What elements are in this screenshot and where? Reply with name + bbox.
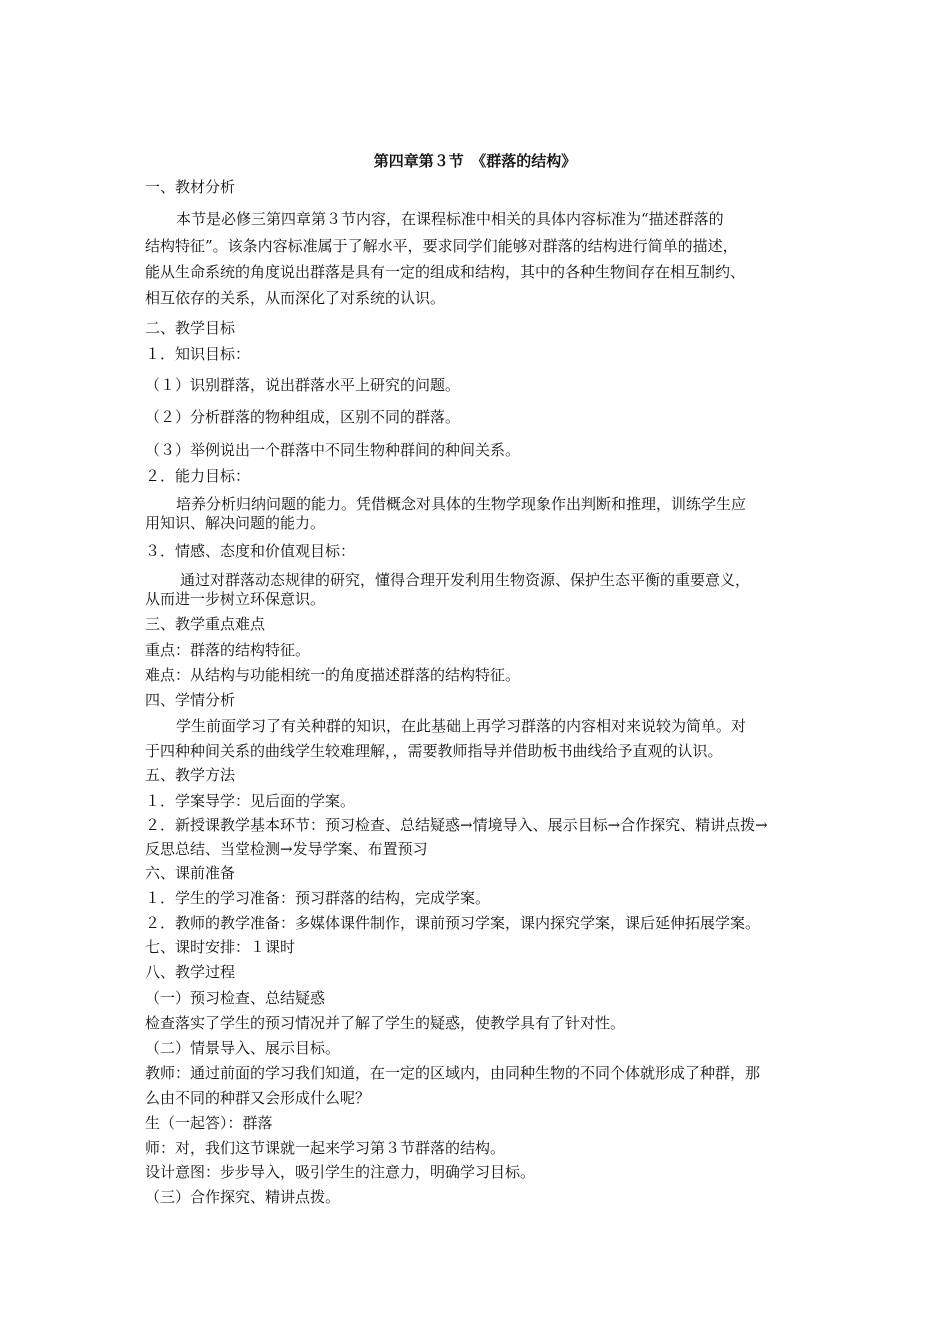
paragraph-line: １．学生的学习准备：预习群落的结构，完成学案。: [145, 889, 491, 907]
section-heading-2: 二、教学目标: [145, 319, 236, 337]
paragraph-line: 用知识、解决问题的能力。: [145, 514, 326, 532]
section-heading-7: 七、课时安排：１课时: [145, 938, 296, 956]
paragraph-line: 难点：从结构与功能相统一的角度描述群落的结构特征。: [145, 666, 521, 684]
paragraph-line: 反思总结、当堂检测→发导学案、布置预习: [145, 840, 428, 858]
paragraph-line: 相互依存的关系，从而深化了对系统的认识。: [145, 289, 446, 307]
paragraph-line: 生（一起答）：群落: [145, 1114, 273, 1132]
section-heading-8: 八、教学过程: [145, 963, 236, 981]
paragraph-line: ２．新授课教学基本环节：预习检查、总结疑惑→情境导入、展示目标→合作探究、精讲点拨→: [145, 816, 768, 834]
paragraph-line: 能从生命系统的角度说出群落是具有一定的组成和结构，其中的各种生物间存在相互制约、: [145, 263, 746, 281]
paragraph-line: ２．教师的教学准备：多媒体课件制作，课前预习学案，课内探究学案，课后延伸拓展学案。: [145, 914, 761, 932]
section-heading-6: 六、课前准备: [145, 864, 236, 882]
paragraph-line: 学生前面学习了有关种群的知识，在此基础上再学习群落的内容相对来说较为简单。对: [176, 717, 747, 735]
paragraph-line: 检查落实了学生的预习情况并了解了学生的疑惑，使教学具有了针对性。: [145, 1014, 626, 1032]
paragraph-line: 教师：通过前面的学习我们知道，在一定的区域内，由同种生物的不同个体就形成了种群，那: [145, 1064, 761, 1082]
paragraph-line: 本节是必修三第四章第３节内容，在课程标准中相关的具体内容标准为“描述群落的: [176, 210, 724, 228]
subheading: （三）合作探究、精讲点拨。: [145, 1188, 341, 1206]
paragraph-line: 么由不同的种群又会形成什么呢？: [145, 1089, 371, 1107]
list-item: （３）举例说出一个群落中不同生物种群间的种间关系。: [145, 441, 521, 459]
paragraph-line: 于四种种间关系的曲线学生较难理解，，需要教师指导并借助板书曲线给予直观的认识。: [145, 742, 723, 760]
section-heading-3: 三、教学重点难点: [145, 615, 266, 633]
paragraph-line: 重点：群落的结构特征。: [145, 641, 311, 659]
subheading: （二）情景导入、展示目标。: [145, 1039, 341, 1057]
list-item: （２）分析群落的物种组成，区别不同的群落。: [145, 408, 461, 426]
paragraph-line: １．学案导学：见后面的学案。: [145, 792, 356, 810]
subheading: （一）预习检查、总结疑惑: [145, 989, 326, 1007]
list-item: （１）识别群落，说出群落水平上研究的问题。: [145, 376, 461, 394]
paragraph-line: 结构特征”。该条内容标准属于了解水平，要求同学们能够对群落的结构进行简单的描述，: [145, 237, 738, 255]
paragraph-line: 从而进一步树立环保意识。: [145, 590, 326, 608]
paragraph-line: 设计意图：步步导入，吸引学生的注意力，明确学习目标。: [145, 1163, 536, 1181]
paragraph-line: 培养分析归纳问题的能力。凭借概念对具体的生物学现象作出判断和推理，训练学生应: [176, 495, 747, 513]
section-heading-1: 一、教材分析: [145, 178, 236, 196]
paragraph-line: 师：对，我们这节课就一起来学习第３节群落的结构。: [145, 1139, 506, 1157]
subheading: ３．情感、态度和价值观目标：: [145, 542, 356, 560]
paragraph-line: 通过对群落动态规律的研究，懂得合理开发利用生物资源、保护生态平衡的重要意义，: [180, 571, 751, 589]
page-title: 第四章第３节 《群落的结构》: [373, 152, 577, 170]
section-heading-5: 五、教学方法: [145, 766, 236, 784]
subheading: １．知识目标：: [145, 345, 251, 363]
section-heading-4: 四、学情分析: [145, 691, 236, 709]
subheading: ２．能力目标：: [145, 467, 251, 485]
